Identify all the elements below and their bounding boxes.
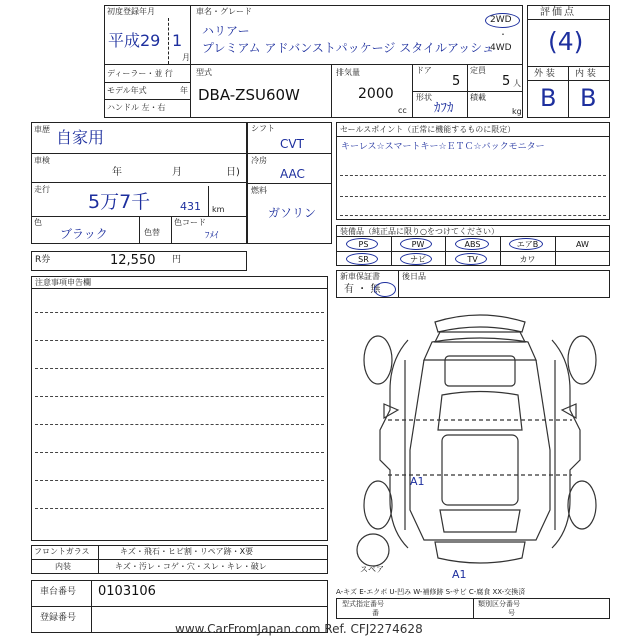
damage-mark-a1-left: A1: [410, 475, 425, 488]
warranty-none-circle: [374, 282, 396, 297]
shaken-year: 年: [112, 167, 122, 178]
warranty-value: 有 ・ 無: [344, 284, 381, 295]
reg-month: 1: [172, 31, 183, 50]
model-name-line1: ハリアー: [202, 24, 250, 38]
displacement-value: 2000: [358, 86, 394, 102]
mileage-unit: km: [212, 205, 225, 214]
fuel-value: ガソリン: [268, 206, 317, 220]
reg-month-unit: 月: [182, 53, 190, 62]
capacity-unit: 人: [513, 79, 521, 88]
aircon-label: 冷房: [251, 156, 267, 165]
usage-value: 自家用: [56, 128, 105, 147]
drive-top: 2WD: [490, 15, 512, 25]
color-change-label: 色替: [144, 228, 160, 237]
notes-line: [35, 368, 324, 369]
doors-label: ドア: [416, 66, 432, 75]
displacement-label: 排気量: [336, 68, 360, 77]
mileage-label: 走行: [34, 185, 50, 194]
equip-navi: ナビ: [410, 254, 426, 264]
equip-pw: PW: [411, 239, 425, 249]
notes-line: [35, 424, 324, 425]
color-code-label: 色コード: [174, 218, 206, 227]
notes-line: [35, 452, 324, 453]
shaken-month: 月: [172, 167, 182, 178]
shape-label: 形状: [416, 93, 432, 102]
spare-label: スペア: [360, 565, 384, 574]
notes-line: [35, 480, 324, 481]
interior-label: 内装: [55, 562, 71, 571]
equip-ps: PS: [358, 239, 369, 249]
int-label: 内 装: [575, 69, 596, 79]
designation-right-label: 類別区分番号: [478, 600, 520, 608]
fuel-label: 燃料: [251, 186, 267, 195]
regnum-label: 登録番号: [40, 613, 77, 623]
notes-line: [35, 340, 324, 341]
equip-sr-circle: [346, 253, 378, 265]
load-label: 積載: [470, 93, 486, 102]
equip-ps-circle: [346, 238, 378, 250]
glass-value: キズ・飛石・ヒビ割・リペア跡・X要: [120, 547, 254, 556]
equip-airbag: エアB: [516, 239, 539, 249]
model-year-label: モデル年式: [107, 86, 147, 95]
damage-mark-a1-rear: A1: [452, 568, 467, 581]
sales-label: セールスポイント（正常に機能するものに限定）: [340, 125, 516, 134]
reg-era: 平成29: [108, 31, 161, 50]
dealer-label: ディーラー・並 行: [107, 69, 173, 78]
shaken-label: 車検: [34, 156, 50, 165]
equip-sr: SR: [358, 254, 369, 264]
int-score: B: [580, 84, 597, 112]
model-name-line2: プレミアム アドバンストパッケージ スタイルアッシュ: [202, 41, 494, 55]
capacity-value: 5: [502, 74, 511, 89]
equip-tv: TV: [467, 254, 478, 264]
notes-label: 注意事項申告欄: [35, 278, 91, 287]
notes-line: [35, 396, 324, 397]
color-code-value: ﾌﾒｲ: [205, 231, 219, 241]
equip-pw-circle: [400, 238, 432, 250]
model-name-label: 車名・グレード: [196, 7, 252, 16]
shift-label: シフト: [251, 124, 275, 133]
designation-left-sub: 番: [372, 609, 379, 617]
drive-bottom: 4WD: [490, 43, 512, 53]
katashiki-label: 型式: [196, 68, 212, 77]
designation-right-sub: 号: [508, 609, 515, 617]
recycle-label: R券: [35, 255, 51, 265]
watermark: www.CarFromJapan.com Ref. CFJ2274628: [175, 622, 423, 636]
sales-value: キーレス☆スマートキー☆ＥＴＣ☆バックモニター: [341, 142, 545, 152]
glass-label: フロントガラス: [34, 547, 90, 556]
ext-label: 外 装: [534, 69, 555, 79]
mileage-extra: 431: [180, 200, 201, 213]
drive-dot: ・: [499, 30, 507, 39]
displacement-unit: cc: [398, 106, 407, 115]
mileage-value: 5万7千: [88, 191, 151, 213]
capacity-label: 定員: [470, 66, 486, 75]
recycle-value: 12,550: [110, 253, 156, 268]
equip-navi-circle: [400, 253, 432, 265]
shift-value: CVT: [280, 137, 304, 151]
model-year-unit: 年: [180, 86, 188, 95]
equip-airbag-circle: [509, 238, 543, 250]
interior-value: キズ・汚レ・コゲ・穴・スレ・キレ・破レ: [115, 562, 267, 571]
damage-legend: A-キズ E-エクボ U-凹み W-補修跡 S-サビ C-腐食 XX-交換済: [336, 588, 526, 596]
equip-leather: カワ: [519, 254, 536, 264]
header-block: [104, 5, 523, 118]
notes-line: [35, 312, 324, 313]
designation-left-label: 型式指定番号: [342, 600, 384, 608]
reg-label: 初度登録年月: [107, 7, 155, 16]
warranty-label: 新車保証書: [340, 272, 380, 281]
equipment-label: 装備品（純正品に限り○をつけてください）: [340, 227, 499, 236]
shaken-day: 日): [226, 167, 240, 178]
handle-label: ハンドル 左・右: [107, 103, 166, 112]
notes-line: [35, 508, 324, 509]
chassis-label: 車台番号: [40, 587, 77, 597]
katashiki-value: DBA-ZSU60W: [198, 86, 300, 104]
equip-abs: ABS: [464, 239, 481, 249]
shape-value: ｶﾌｶ: [434, 101, 454, 116]
load-unit: kg: [512, 107, 522, 116]
return-label: 後日品: [402, 272, 426, 281]
grade-value: (4): [548, 27, 584, 56]
equip-abs-circle: [455, 238, 489, 250]
ext-score: B: [540, 84, 557, 112]
grade-label: 評価点: [540, 7, 576, 18]
aircon-value: AAC: [280, 167, 305, 181]
chassis-value: 0103106: [98, 584, 156, 599]
equip-aw: AW: [576, 239, 589, 249]
notes-block: [31, 276, 328, 541]
color-value: ブラック: [60, 227, 108, 241]
usage-label: 車歴: [34, 125, 50, 134]
doors-value: 5: [452, 74, 461, 89]
equip-tv-circle: [455, 253, 487, 265]
recycle-unit: 円: [172, 255, 182, 265]
color-label: 色: [34, 218, 42, 227]
car-damage-diagram: [350, 300, 610, 585]
